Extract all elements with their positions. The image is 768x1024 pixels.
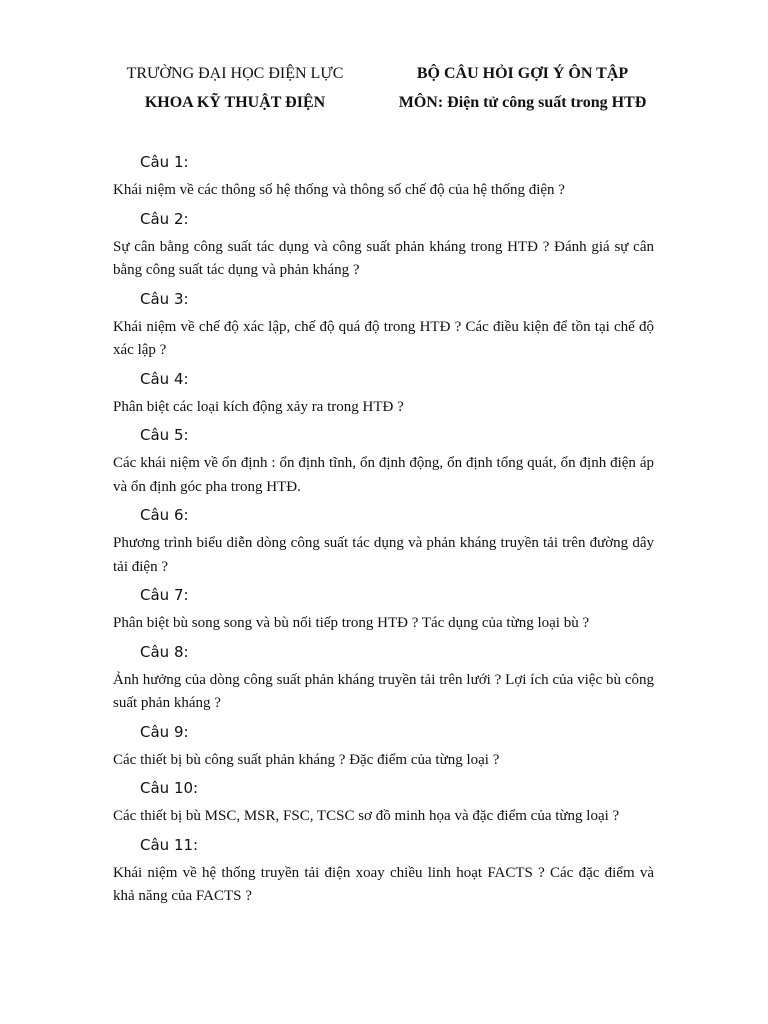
- faculty-name: KHOA KỸ THUẬT ĐIỆN: [144, 94, 326, 111]
- question-title: Câu 10:: [140, 779, 199, 797]
- question-text: Khái niệm về các thông số hệ thống và thông số chế độ của hệ thống điện ?: [113, 182, 565, 198]
- question-title: Câu 4:: [140, 369, 189, 388]
- question-text: Các thiết bị bù công suất phản kháng ? Đặc điểm của từng loại ?: [113, 751, 500, 768]
- question-title: Câu 5:: [140, 426, 189, 444]
- subject-name: MÔN: Điện tử công suất trong HTĐ: [398, 94, 647, 111]
- question-title: Câu 7:: [140, 586, 189, 604]
- university-name: TRƯỜNG ĐẠI HỌC ĐIỆN LỰC: [126, 65, 344, 82]
- question-title: Câu 2:: [140, 209, 189, 228]
- question-title: Câu 3:: [140, 289, 189, 308]
- question-title: Câu 8:: [140, 642, 189, 661]
- question-text: Các thiết bị bù MSC, MSR, FSC, TCSC sơ đồ minh họa và đặc điểm của từng loại ?: [113, 808, 620, 824]
- question-text: Các khái niệm về ổn định : ổn định tĩnh, ổn định động, ổn định tổng quát, ổn định điện áp và ổn định góc pha trong HTĐ.: [113, 455, 654, 495]
- question-text: Ảnh hưởng của dòng công suất phản kháng truyền tải trên lưới ? Lợi ích của việc bù công suất phản kháng ?: [113, 671, 654, 711]
- question-text: Sự cân bằng công suất tác dụng và công suất phản kháng trong HTĐ ? Đánh giá sự cân bằng công suất tác dụng và phản kháng ?: [113, 238, 654, 278]
- question-text: Phương trình biểu diễn dòng công suất tác dụng và phản kháng truyền tải trên đường dây tải điện ?: [113, 535, 654, 575]
- title-block: [385, 62, 660, 120]
- question-text: Khái niệm về hệ thống truyền tải điện xoay chiều linh hoạt FACTS ? Các đặc điểm và khả năng của FACTS ?: [113, 864, 654, 904]
- question-text: Phân biệt các loại kích động xảy ra trong HTĐ ?: [113, 398, 404, 415]
- question-title: Câu 9:: [140, 722, 189, 741]
- question-text: Khái niệm về chế độ xác lập, chế độ quá độ trong HTĐ ? Các điều kiện để tồn tại chế độ xác lập ?: [113, 318, 654, 358]
- question-title: Câu 11:: [140, 835, 199, 854]
- institution-block: [110, 62, 360, 120]
- document-header: [0, 62, 768, 122]
- question-title: Câu 1:: [140, 153, 189, 171]
- document-title: BỘ CÂU HỎI GỢI Ý ÔN TẬP: [416, 65, 629, 82]
- question-title: Câu 6:: [140, 506, 189, 524]
- question-list: [113, 148, 654, 914]
- question-text: Phân biệt bù song song và bù nối tiếp trong HTĐ ? Tác dụng của từng loại bù ?: [113, 615, 590, 631]
